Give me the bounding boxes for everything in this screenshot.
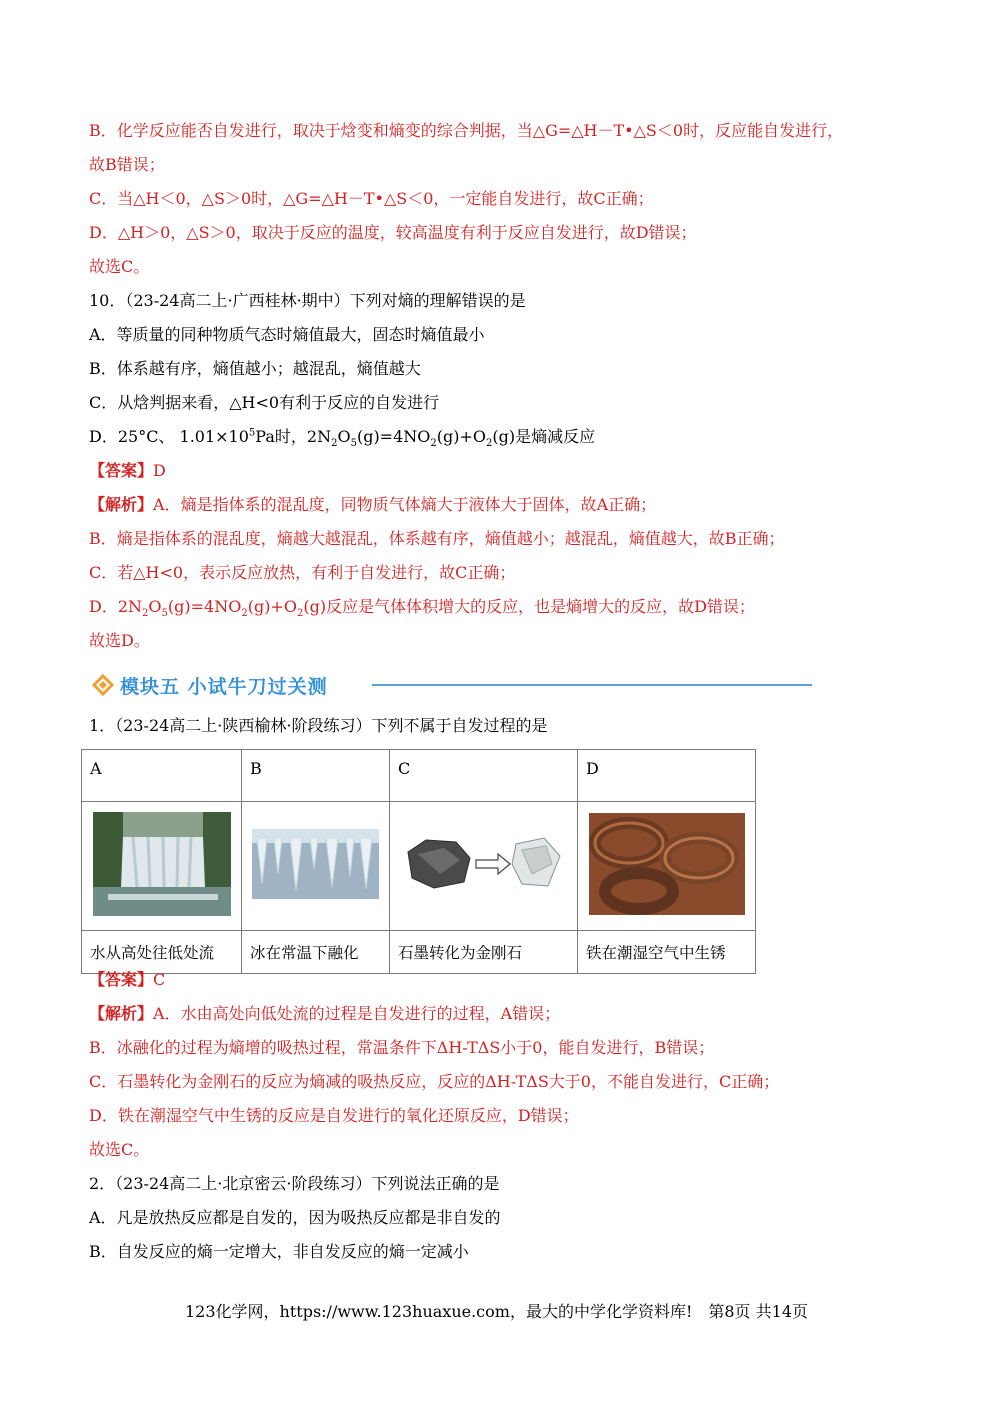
q10-analysis-c: C．若△H<0，表示反应放热，有利于自发进行，故C正确； bbox=[89, 563, 516, 582]
q10-conclusion: 故选D。 bbox=[89, 631, 150, 650]
q10-analysis-a: 【解析】A．熵是指体系的混乱度，同物质气体熵大于液体大于固体，故A正确； bbox=[89, 495, 657, 514]
options-table bbox=[81, 749, 756, 974]
option-header-b: B bbox=[242, 750, 390, 802]
p1-stem: 1．（23-24高二上·陕西榆林·阶段练习）下列不属于自发过程的是 bbox=[89, 716, 548, 735]
page-footer: 123化学网，https://www.123huaxue.com，最大的中学化学资料库! 第8页 共14页 bbox=[185, 1302, 808, 1321]
p2-stem: 2．（23-24高二上·北京密云·阶段练习）下列说法正确的是 bbox=[89, 1174, 500, 1193]
p2-option-a: A．凡是放热反应都是自发的，因为吸热反应都是非自发的 bbox=[89, 1208, 501, 1227]
p1-analysis-d: D．铁在潮湿空气中生锈的反应是自发进行的氧化还原反应，D错误； bbox=[89, 1106, 579, 1125]
explanation-c: C．当△H＜0，△S＞0时，△G=△H－T•△S＜0，一定能自发进行，故C正确； bbox=[89, 189, 654, 208]
option-caption-d: 铁在潮湿空气中生锈 bbox=[578, 931, 756, 974]
q10-option-d: D．25°C、 $1.01\times 10^5Pa$时，$2N_2O_5(g)=4NO_2(g)+O_2(g)$是熵减反应 bbox=[89, 427, 596, 450]
module-title: 模块五 小试牛刀过关测 bbox=[120, 675, 328, 698]
explanation-conclusion: 故选C。 bbox=[89, 257, 150, 276]
option-image-a bbox=[82, 802, 242, 931]
option-caption-b: 冰在常温下融化 bbox=[242, 931, 390, 974]
p1-analysis-c: C．石墨转化为金刚石的反应为熵减的吸热反应，反应的ΔH-TΔS大于0，不能自发进行，C正确； bbox=[89, 1072, 780, 1091]
q10-stem: 10．（23-24高二上·广西桂林·期中）下列对熵的理解错误的是 bbox=[89, 291, 526, 310]
q10-analysis-d: D．$2N_2O_5(g)=4NO_2(g)+O_2(g)$反应是气体体积增大的反应，也是熵增大的反应，故D错误； bbox=[89, 597, 755, 620]
module-heading bbox=[92, 672, 328, 698]
option-header-d: D bbox=[578, 750, 756, 802]
icicles-image bbox=[252, 829, 379, 899]
p1-analysis-b: B．冰融化的过程为熵增的吸热过程，常温条件下ΔH-TΔS小于0，能自发进行，B错误； bbox=[89, 1038, 715, 1057]
q10-answer: 【答案】D bbox=[89, 461, 166, 480]
q10-option-c: C．从焓判据来看，△H<0有利于反应的自发进行 bbox=[89, 393, 440, 412]
option-caption-a: 水从高处往低处流 bbox=[82, 931, 242, 974]
explanation-d: D．△H＞0，△S＞0，取决于反应的温度，较高温度有利于反应自发进行，故D错误； bbox=[89, 223, 697, 242]
option-header-c: C bbox=[390, 750, 578, 802]
p1-analysis-a: 【解析】A．水由高处向低处流的过程是自发进行的过程，A错误； bbox=[89, 1004, 561, 1023]
waterfall-image bbox=[93, 812, 231, 916]
diamond-icon bbox=[92, 674, 114, 696]
q10-option-b: B．体系越有序，熵值越小；越混乱，熵值越大 bbox=[89, 359, 421, 378]
p1-conclusion: 故选C。 bbox=[89, 1140, 150, 1159]
heading-rule bbox=[372, 684, 812, 686]
q10-option-a: A．等质量的同种物质气态时熵值最大，固态时熵值最小 bbox=[89, 325, 485, 344]
option-caption-c: 石墨转化为金刚石 bbox=[390, 931, 578, 974]
explanation-b-line2: 故B错误； bbox=[89, 155, 165, 174]
graphite-to-diamond-image bbox=[404, 834, 564, 894]
rusty-chain-image bbox=[589, 813, 745, 915]
p2-option-b: B．自发反应的熵一定增大，非自发反应的熵一定减小 bbox=[89, 1242, 469, 1261]
option-header-a: A bbox=[82, 750, 242, 802]
explanation-b-line1: B．化学反应能否自发进行，取决于焓变和熵变的综合判据，当△G=△H－T•△S＜0时，反应能自发进行， bbox=[89, 121, 844, 140]
option-image-b bbox=[242, 802, 390, 931]
q10-analysis-b: B．熵是指体系的混乱度，熵越大越混乱，体系越有序，熵值越小；越混乱，熵值越大，故B正确； bbox=[89, 529, 785, 548]
option-image-c bbox=[390, 802, 578, 931]
p1-answer: 【答案】C bbox=[89, 970, 166, 989]
option-image-d bbox=[578, 802, 756, 931]
